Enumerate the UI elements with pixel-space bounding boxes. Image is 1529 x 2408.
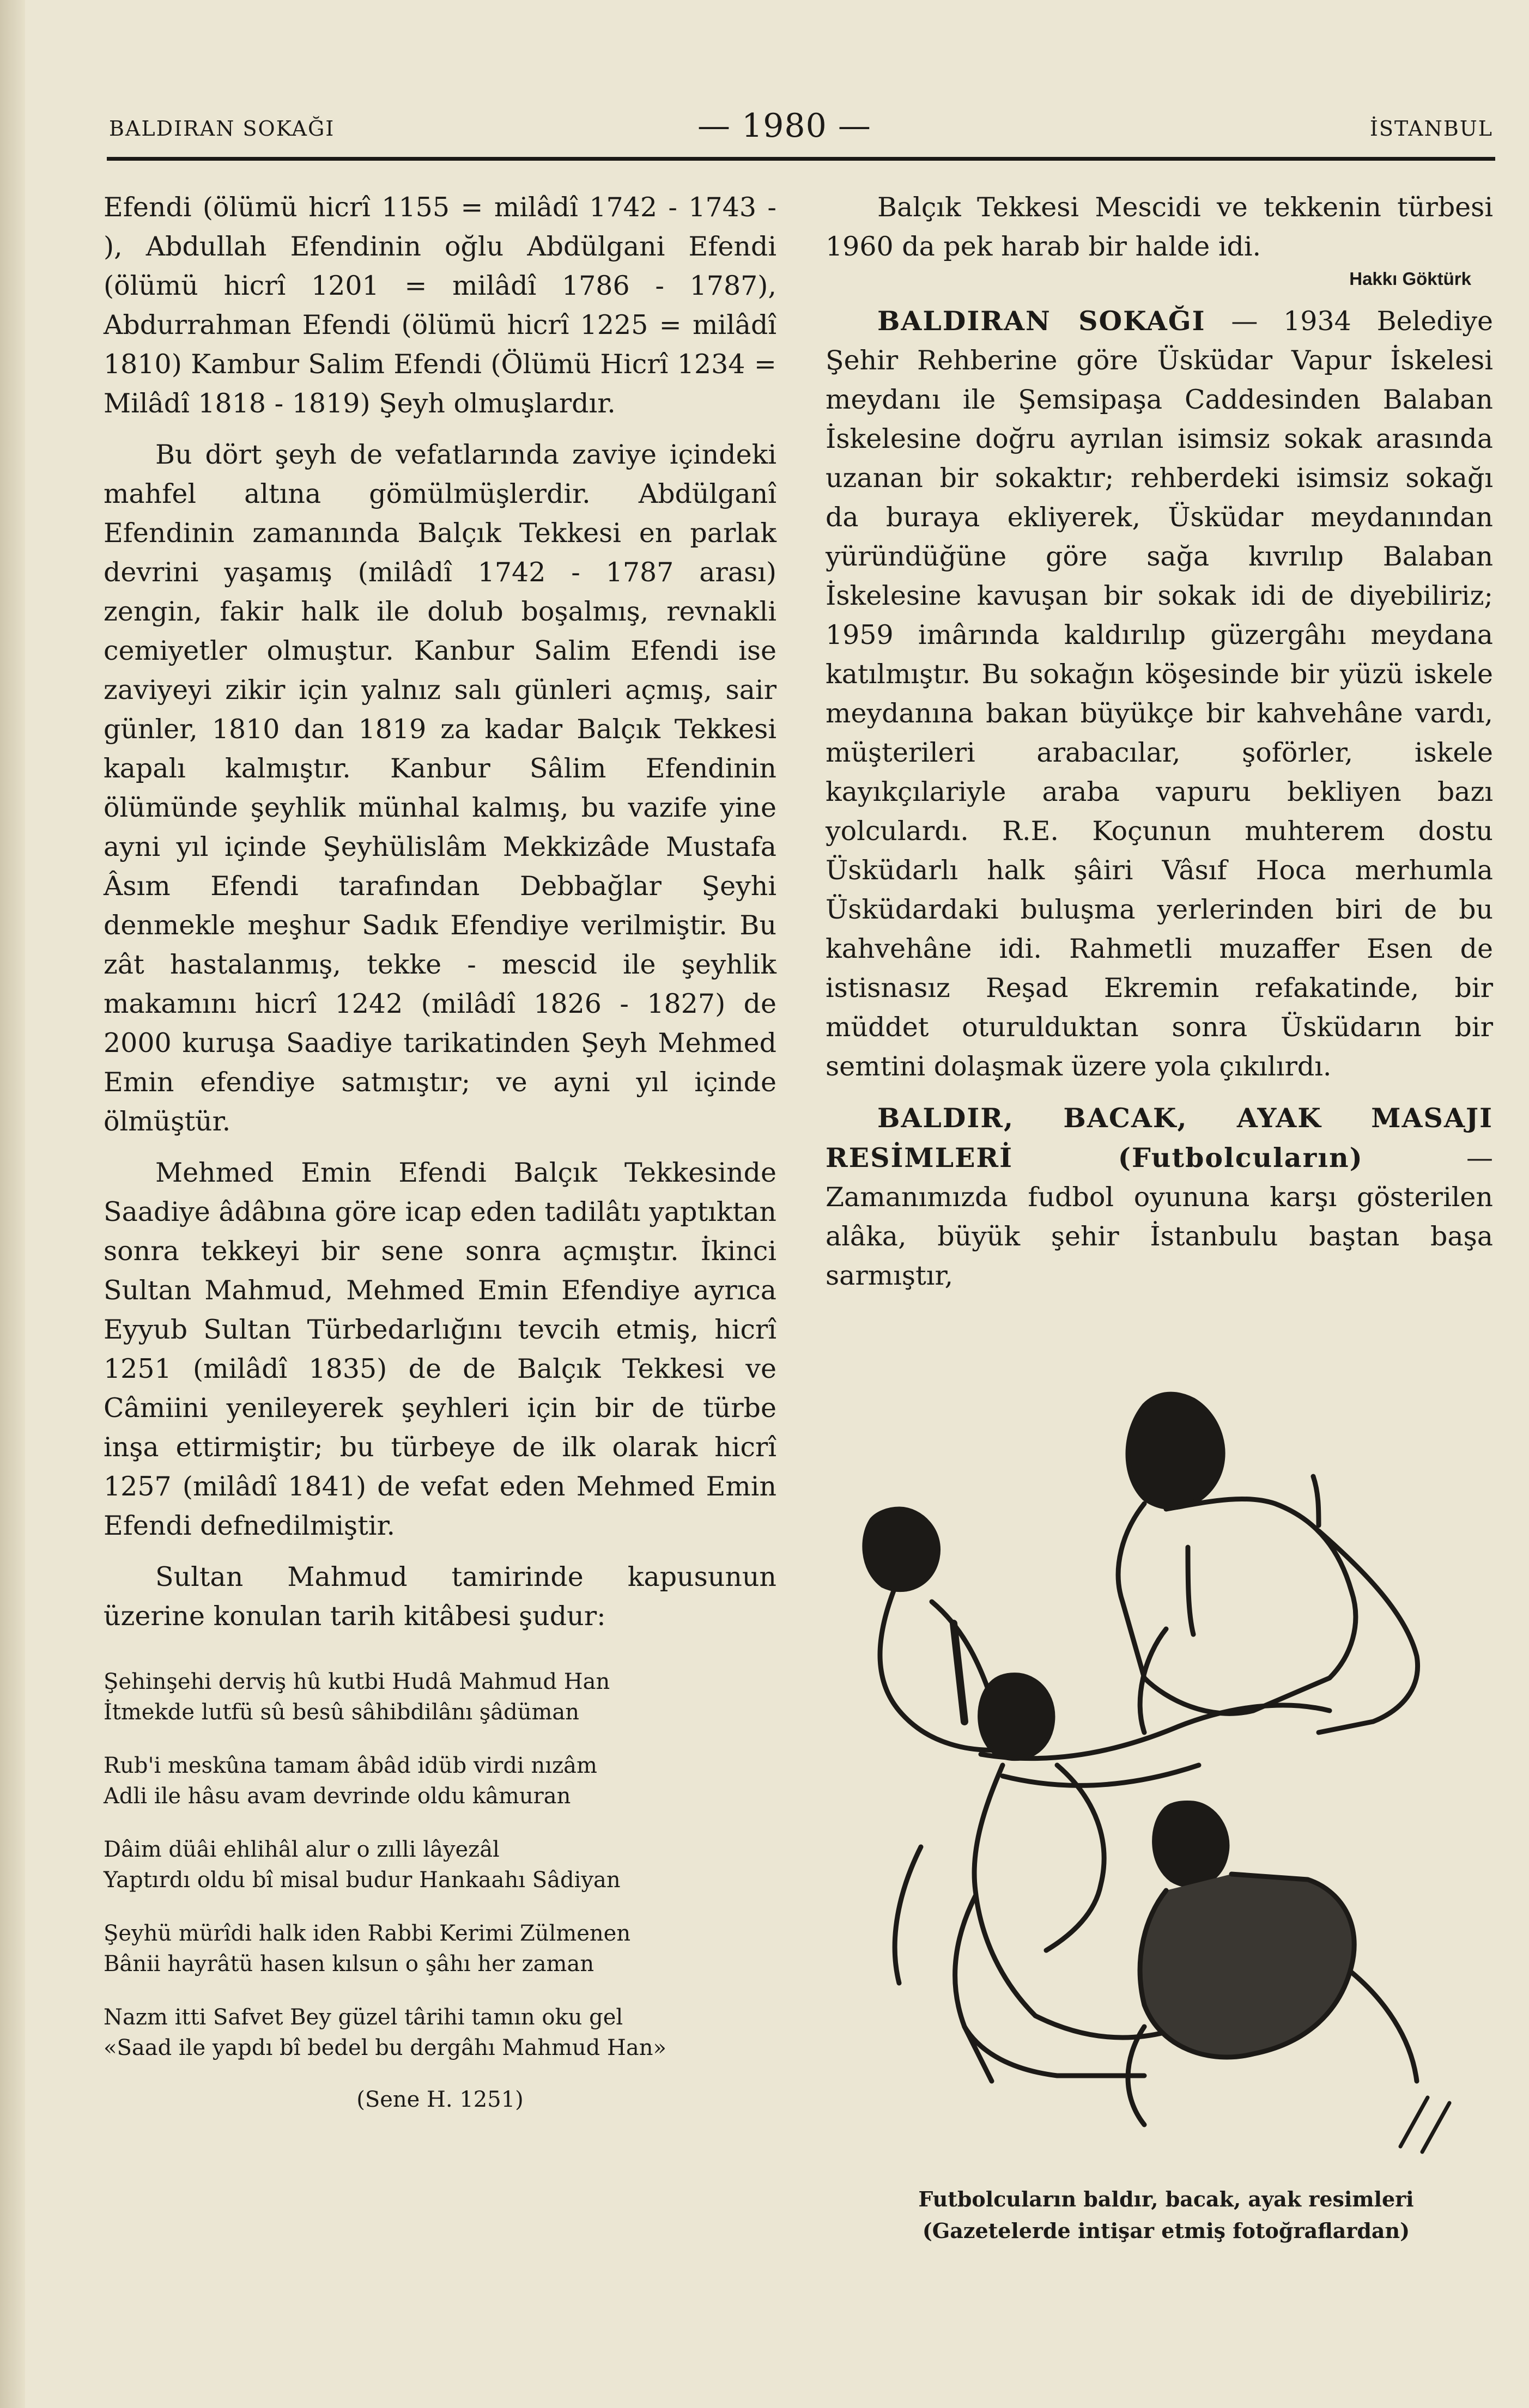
left-column	[104, 188, 776, 2112]
verse-couplet	[104, 2002, 776, 2063]
header-rule	[107, 157, 1495, 161]
verse-line: Dâim düâi ehlihâl alur o zılli lâyezâl	[104, 1837, 500, 1862]
entry-text: — Zamanımızda fudbol oyununa karşı gösterilen alâka, büyük şehir İstanbulu baştan başa sarmıştır,	[826, 1142, 1493, 1291]
verse-couplet	[104, 1667, 776, 1728]
right-column	[826, 188, 1493, 1296]
author-signature: Hakkı Göktürk	[1349, 269, 1471, 289]
verse-line: Bânii hayrâtü hasen kılsun o şâhı her zaman	[104, 1951, 594, 1977]
entry-masaj-resimleri	[826, 1098, 1493, 1296]
paragraph-sheikhs: Efendi (ölümü hicrî 1155 = milâdî 1742 - 1743 - ), Abdullah Efendinin oğlu Abdülgani Efendi (ölümü hicrî 1201 = milâdî 1786 - 1787), Abdurrahman Efendi (ölümü hicrî 1225 = milâdî 1810) Kambur Salim Efendi (Ölümü Hicrî 1234 = Milâdî 1818 - 1819) Şeyh olmuşlardır.	[104, 192, 776, 419]
verse-couplet	[104, 1834, 776, 1895]
verse-line: Adli ile hâsu avam devrinde oldu kâmuran	[104, 1784, 571, 1809]
header-entry-title: BALDIRAN SOKAĞI	[109, 117, 335, 141]
verse-line: Şeyhü mürîdi halk iden Rabbi Kerimi Zülmenen	[104, 1921, 631, 1946]
standing-figure	[1118, 1394, 1417, 1732]
caption-source: (Gazetelerde intişar etmiş fotoğraflardan)	[922, 2218, 1410, 2243]
paragraph-turbe-state: Balçık Tekkesi Mescidi ve tekkenin türbesi 1960 da pek harab bir halde idi.	[826, 192, 1493, 262]
verse-line: «Saad ile yapdı bî bedel bu dergâhı Mahmud Han»	[104, 2035, 666, 2060]
header-city: İSTANBUL	[1369, 117, 1493, 141]
paragraph-inscription-intro: Sultan Mahmud tamirinde kapusunun üzerine konulan tarih kitâbesi şudur:	[104, 1561, 776, 1632]
ground-lines	[1400, 2097, 1449, 2152]
page-number: — 1980 —	[697, 107, 871, 145]
lying-figure	[865, 1509, 1330, 1785]
verse-line: İtmekde lutfü sû besû sâhibdilânı şâdüman	[104, 1700, 580, 1725]
verse-couplet	[104, 1918, 776, 1979]
entry-heading: BALDIRAN SOKAĞI	[877, 305, 1206, 337]
paragraph-burial: Bu dört şeyh de vefatlarında zaviye içindeki mahfel altına gömülmüşlerdir. Abdülganî Efendinin zamanında Balçık Tekkesi en parlak devrini yaşamış (milâdî 1742 - 1787 arası) zengin, fakir halk ile dolub boşalmış, revnakli cemiyetler olmuştur. Kanbur Salim Efendi ise zaviyeyi zikir için yalnız salı günleri açmış, sair günler, 1810 dan 1819 za kadar Balçık Tekkesi kapalı kalmıştır. Kanbur Sâlim Efendinin ölümünde şeyhlik münhal kalmış, bu vazife yine ayni yıl içinde Şeyhülislâm Mekkizâde Mustafa Âsım Efendi tarafından Debbağlar Şeyhi denmekle meşhur Sadık Efendiye verilmiştir. Bu zât hastalanmış, tekke - mescid ile şeyhlik makamını hicrî 1242 (milâdî 1826 - 1827) de 2000 kuruşa Saadiye tarikatinden Şeyh Mehmed Emin efendiye satmıştır; ve ayni yıl içinde ölmüştür.	[104, 439, 776, 1137]
verse-couplet	[104, 1750, 776, 1811]
figure-caption	[834, 2184, 1498, 2247]
seated-figure	[1128, 1803, 1417, 2125]
verse-date: (Sene H. 1251)	[356, 2087, 524, 2112]
running-header	[109, 107, 1493, 156]
entry-heading: BALDIR, BACAK, AYAK MASAJI RESİMLERİ (Futbolcuların)	[826, 1102, 1493, 1173]
paragraph-mehmed-emin: Mehmed Emin Efendi Balçık Tekkesinde Saadiye âdâbına göre icap eden tadilâtı yaptıktan sonra tekkeyi bir sene sonra açmıştır. İkinci Sultan Mahmud, Mehmed Emin Efendiye ayrıca Eyyub Sultan Türbedarlığını tevcih etmiş, hicrî 1251 (milâdî 1835) de de Balçık Tekkesi ve Câmiini yenileyerek şeyhleri için bir de türbe inşa ettirmiştir; bu türbeye de ilk olarak hicrî 1257 (milâdî 1841) de vefat eden Mehmed Emin Efendi defnedilmiştir.	[104, 1157, 776, 1541]
entry-baldiran-sokagi	[826, 301, 1493, 1086]
inscription-verse	[104, 1667, 776, 2112]
verse-line: Nazm itti Safvet Bey güzel târihi tamın oku gel	[104, 2005, 623, 2030]
verse-line: Yaptırdı oldu bî misal budur Hankaahı Sâdiyan	[104, 1868, 621, 1893]
verse-line: Şehinşehi derviş hû kutbi Hudâ Mahmud Han	[104, 1669, 610, 1694]
footballers-massage-illustration	[839, 1373, 1493, 2179]
entry-text: — 1934 Belediye Şehir Rehberine göre Üsküdar Vapur İskelesi meydanı ile Şemsipaşa Caddesinden Balaban İskelesine doğru ayrılan isimsiz sokak arasında uzanan bir sokaktır; rehberdeki isimsiz sokağı da buraya ekliyerek, Üsküdar meydanından yüründüğüne göre sağa kıvrılıp Balaban İskelesine kavuşan bir sokak idi de diyebiliriz; 1959 imârında kaldırılıp güzergâhı meydana katılmıştır. Bu sokağın köşesinde bir yüzü iskele meydanına bakan büyükçe bir kahvehâne vardı, müşterileri arabacılar, şoförler, iskele kayıkçılariyle araba vapuru bekliyen bazı yolculardı. R.E. Koçunun muhterem dostu Üsküdarlı halk şâiri Vâsıf Hoca merhumla Üsküdardaki buluşma yerlerinden biri de bu kahvehâne idi. Rahmetli muzaffer Esen de istisnasız Reşad Ekremin refakatinde, bir müddet oturulduktan sonra Üsküdarın bir semtini dolaşmak üzere yola çıkılırdı.	[826, 306, 1493, 1082]
caption-title: Futbolcuların baldır, bacak, ayak resimleri	[918, 2187, 1414, 2211]
verse-line: Rub'i meskûna tamam âbâd idüb virdi nızâm	[104, 1753, 597, 1778]
page-edge	[0, 0, 25, 2408]
